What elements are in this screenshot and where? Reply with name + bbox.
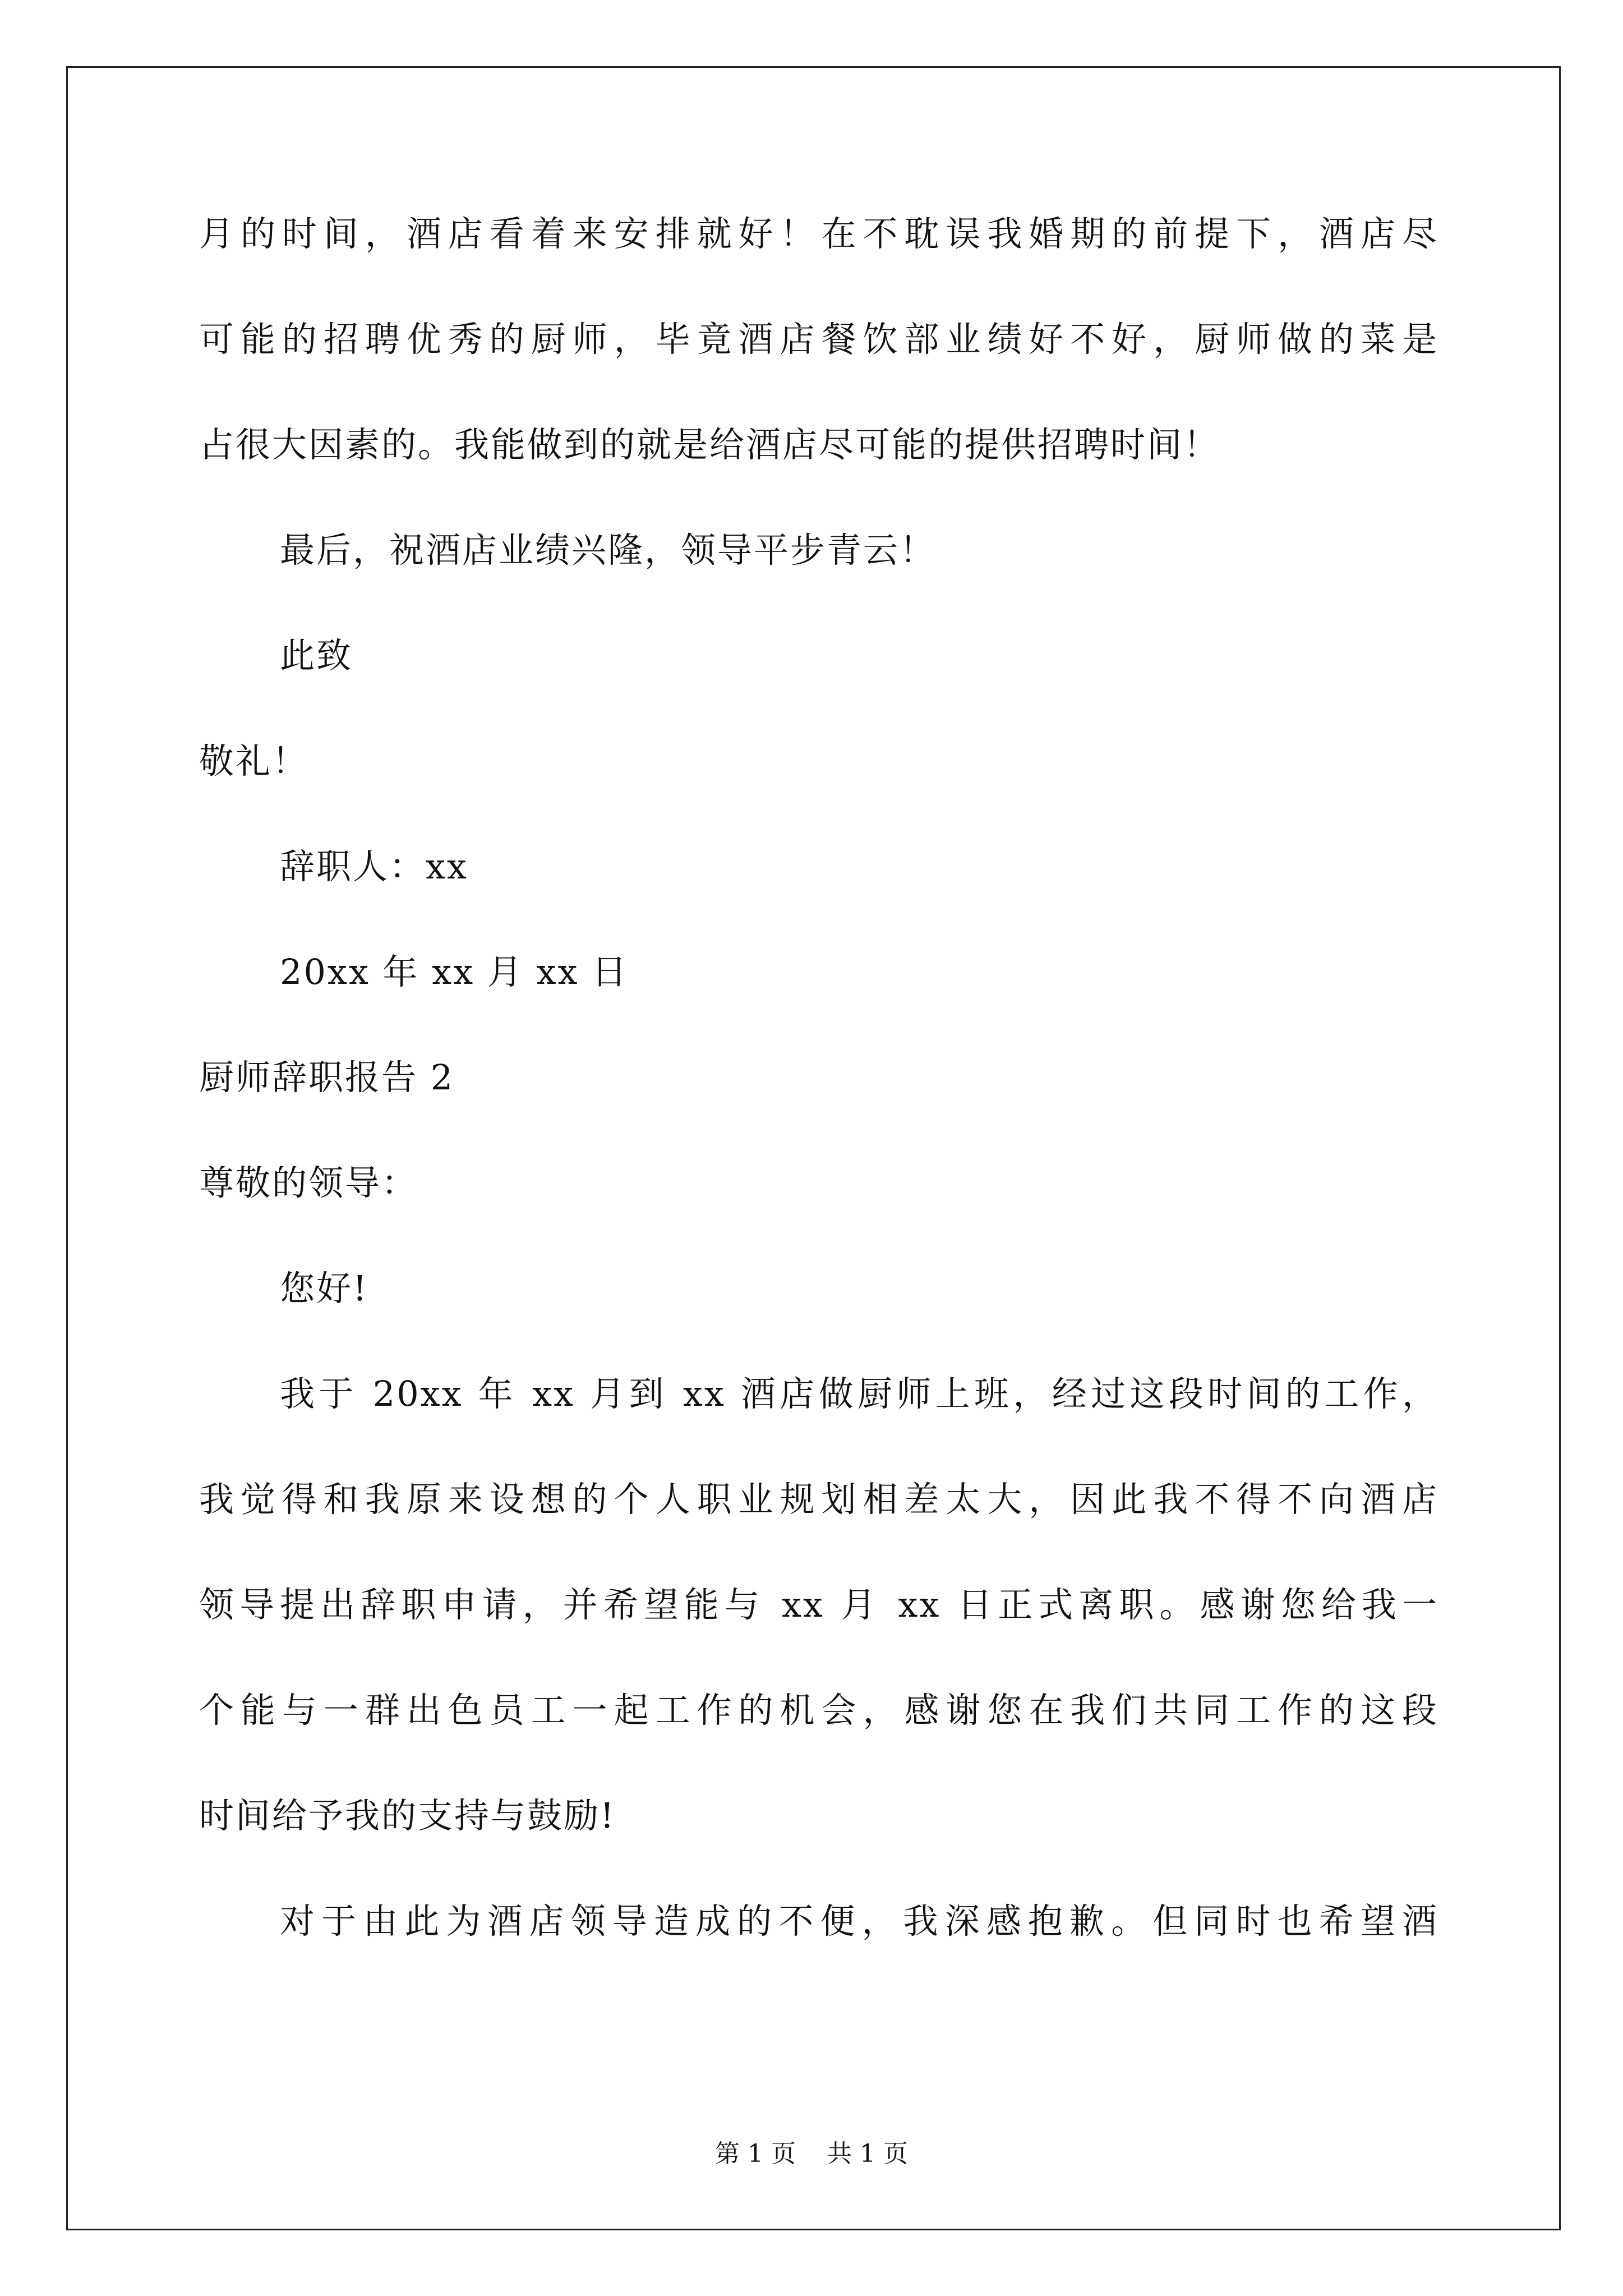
text-line: 我于 20xx 年 xx 月到 xx 酒店做厨师上班，经过这段时间的工作，	[280, 1373, 1438, 1414]
text-line: 敬礼！	[199, 740, 309, 781]
text-line: 对于由此为酒店领导造成的不便，我深感抱歉。但同时也希望酒	[280, 1901, 1438, 1941]
text-line: 可能的招聘优秀的厨师，毕竟酒店餐饮部业绩好不好，厨师做的菜是	[199, 319, 1438, 360]
page-footer	[0, 2139, 1623, 2168]
document-body	[199, 213, 1438, 2009]
text-line: 尊敬的领导：	[199, 1162, 418, 1203]
text-line: 20xx 年 xx 月 xx 日	[280, 951, 629, 992]
text-line: 最后，祝酒店业绩兴隆，领导平步青云！	[280, 530, 937, 570]
text-line: 领导提出辞职申请，并希望能与 xx 月 xx 日正式离职。感谢您给我一	[199, 1584, 1438, 1625]
text-line: 时间给予我的支持与鼓励!	[199, 1795, 616, 1836]
text-line: 您好!	[280, 1268, 368, 1309]
text-line: 此致	[280, 635, 353, 676]
text-line: 厨师辞职报告 2	[199, 1057, 455, 1098]
text-line: 个能与一群出色员工一起工作的机会，感谢您在我们共同工作的这段	[199, 1690, 1438, 1731]
page-number: 第 1 页	[715, 2139, 796, 2168]
text-line: 辞职人：xx	[280, 846, 468, 887]
page-total: 共 1 页	[827, 2139, 908, 2168]
text-line: 占很大因素的。我能做到的就是给酒店尽可能的提供招聘时间！	[199, 424, 1220, 465]
text-line: 月的时间，酒店看着来安排就好！在不耽误我婚期的前提下，酒店尽	[199, 213, 1438, 254]
text-line: 我觉得和我原来设想的个人职业规划相差太大，因此我不得不向酒店	[199, 1479, 1438, 1520]
